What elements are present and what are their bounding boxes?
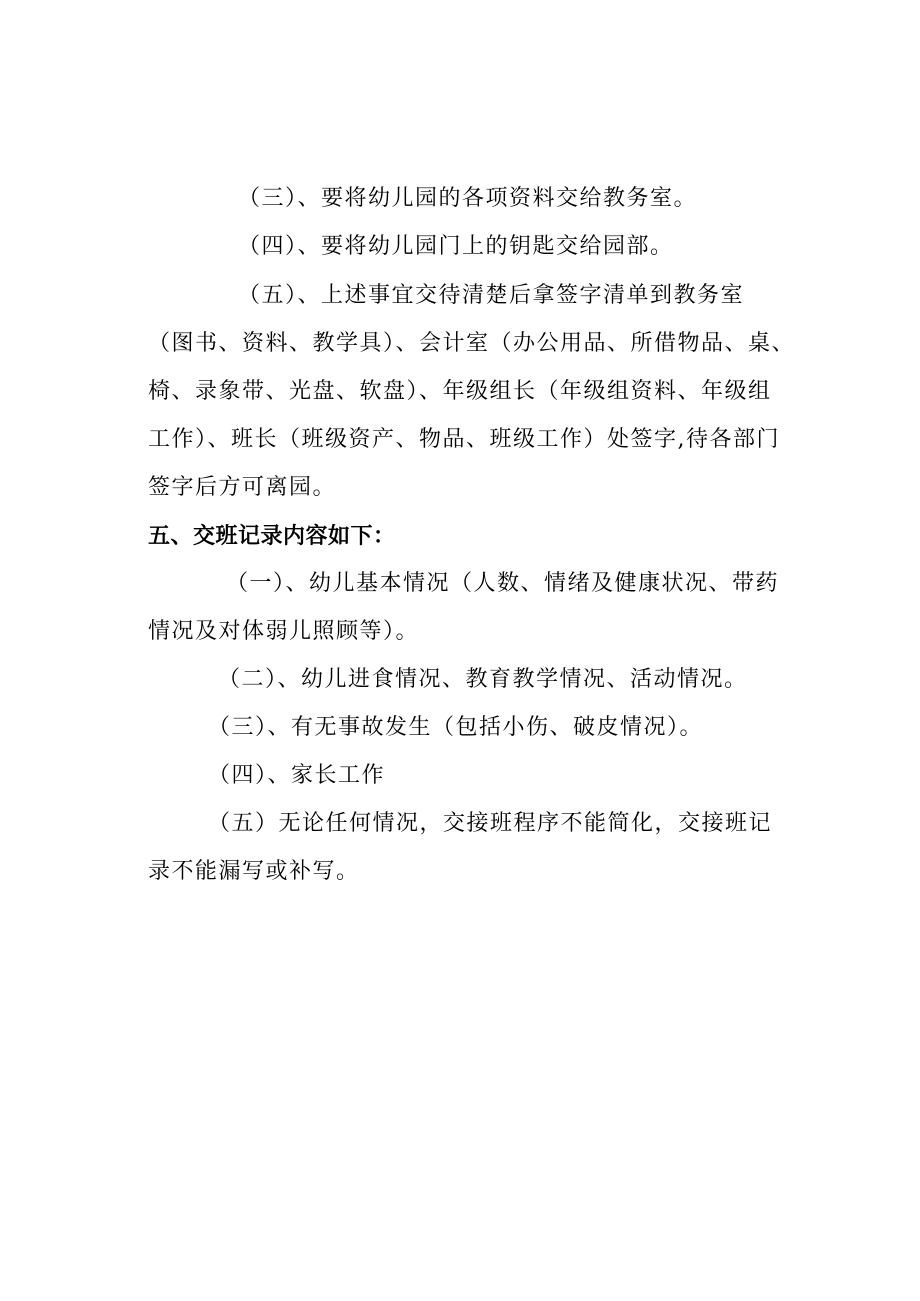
list-item-5-line-4: 工作）、班长（班级资产、物品、班级工作）处签字,待各部门 — [148, 427, 780, 452]
list-item-5-line-1: （五）、上述事宜交待清楚后拿签字清单到教务室 — [238, 283, 745, 308]
list-item-3: （三）、要将幼儿园的各项资料交给教务室。 — [238, 186, 698, 211]
record-item-4: （四）、家长工作 — [208, 763, 386, 788]
record-item-2: （二）、幼儿进食情况、教育教学情况、活动情况。 — [218, 667, 748, 692]
record-item-1-line-2: 情况及对体弱儿照顾等）。 — [148, 619, 420, 644]
list-item-5-line-3: 椅、录象带、光盘、软盘）、年级组长（年级组资料、年级组 — [148, 379, 772, 404]
list-item-4: （四）、要将幼儿园门上的钥匙交给园部。 — [238, 234, 674, 259]
record-item-5-line-2: 录不能漏写或补写。 — [148, 859, 360, 884]
record-item-1-line-1: （一）、幼儿基本情况（人数、情绪及健康状况、带药 — [226, 571, 780, 596]
list-item-5-line-2: （图书、资料、教学具）、会计室（办公用品、所借物品、桌、 — [148, 331, 796, 356]
list-item-5-line-5: 签字后方可离园。 — [148, 475, 337, 500]
record-item-5-line-1: （五）无论任何情况，交接班程序不能简化，交接班记 — [208, 811, 773, 836]
record-item-3: （三）、有无事故发生（包括小伤、破皮情况）。 — [208, 715, 704, 740]
section-heading: 五、交班记录内容如下： — [148, 523, 396, 549]
